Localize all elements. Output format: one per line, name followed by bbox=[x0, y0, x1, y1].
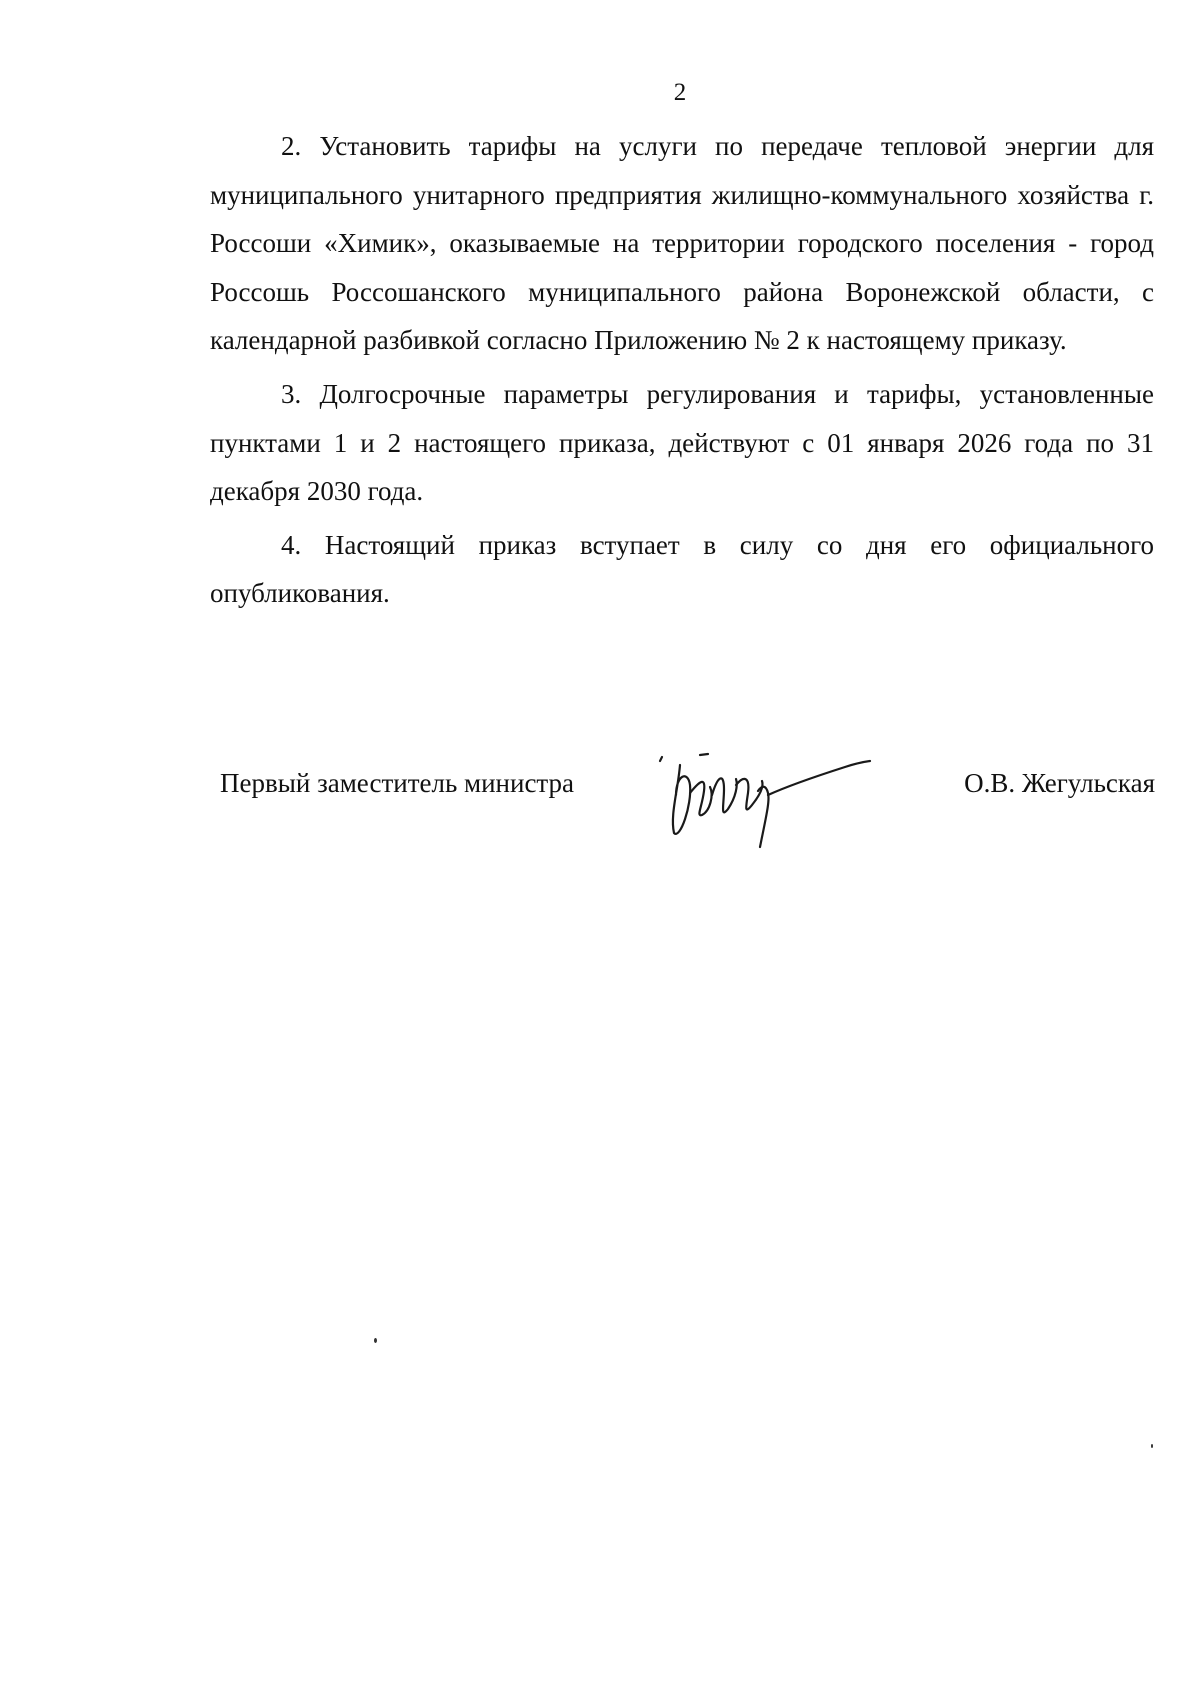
signature-block bbox=[220, 755, 1155, 845]
scan-speck bbox=[374, 1338, 377, 1343]
paragraph-3: 3. Долгосрочные параметры регулирования и тарифы, установленные пунктами 1 и 2 настоящего приказа, действуют с 01 января 2026 года по 31 декабря 2030 года. bbox=[210, 378, 1154, 507]
scan-speck bbox=[1151, 1444, 1153, 1448]
handwritten-signature-icon bbox=[640, 745, 890, 850]
paragraph-4: 4. Настоящий приказ вступает в силу со дня его официального опубликования. bbox=[210, 529, 1154, 609]
signatory-name: О.В. Жегульская bbox=[964, 768, 1155, 798]
paragraph-2: 2. Установить тарифы на услуги по передаче тепловой энергии для муниципального унитарного предприятия жилищно-коммунального хозяйства г. Россоши «Химик», оказываемые на территории городского поселения - город Россошь Россошанского муниципального района Воронежской области, с календарной разбивкой согласно Приложению № 2 к настоящему приказу. bbox=[210, 131, 1154, 356]
document-body bbox=[210, 122, 1154, 623]
page-number: 2 bbox=[673, 79, 687, 106]
signatory-position: Первый заместитель министра bbox=[220, 768, 575, 798]
